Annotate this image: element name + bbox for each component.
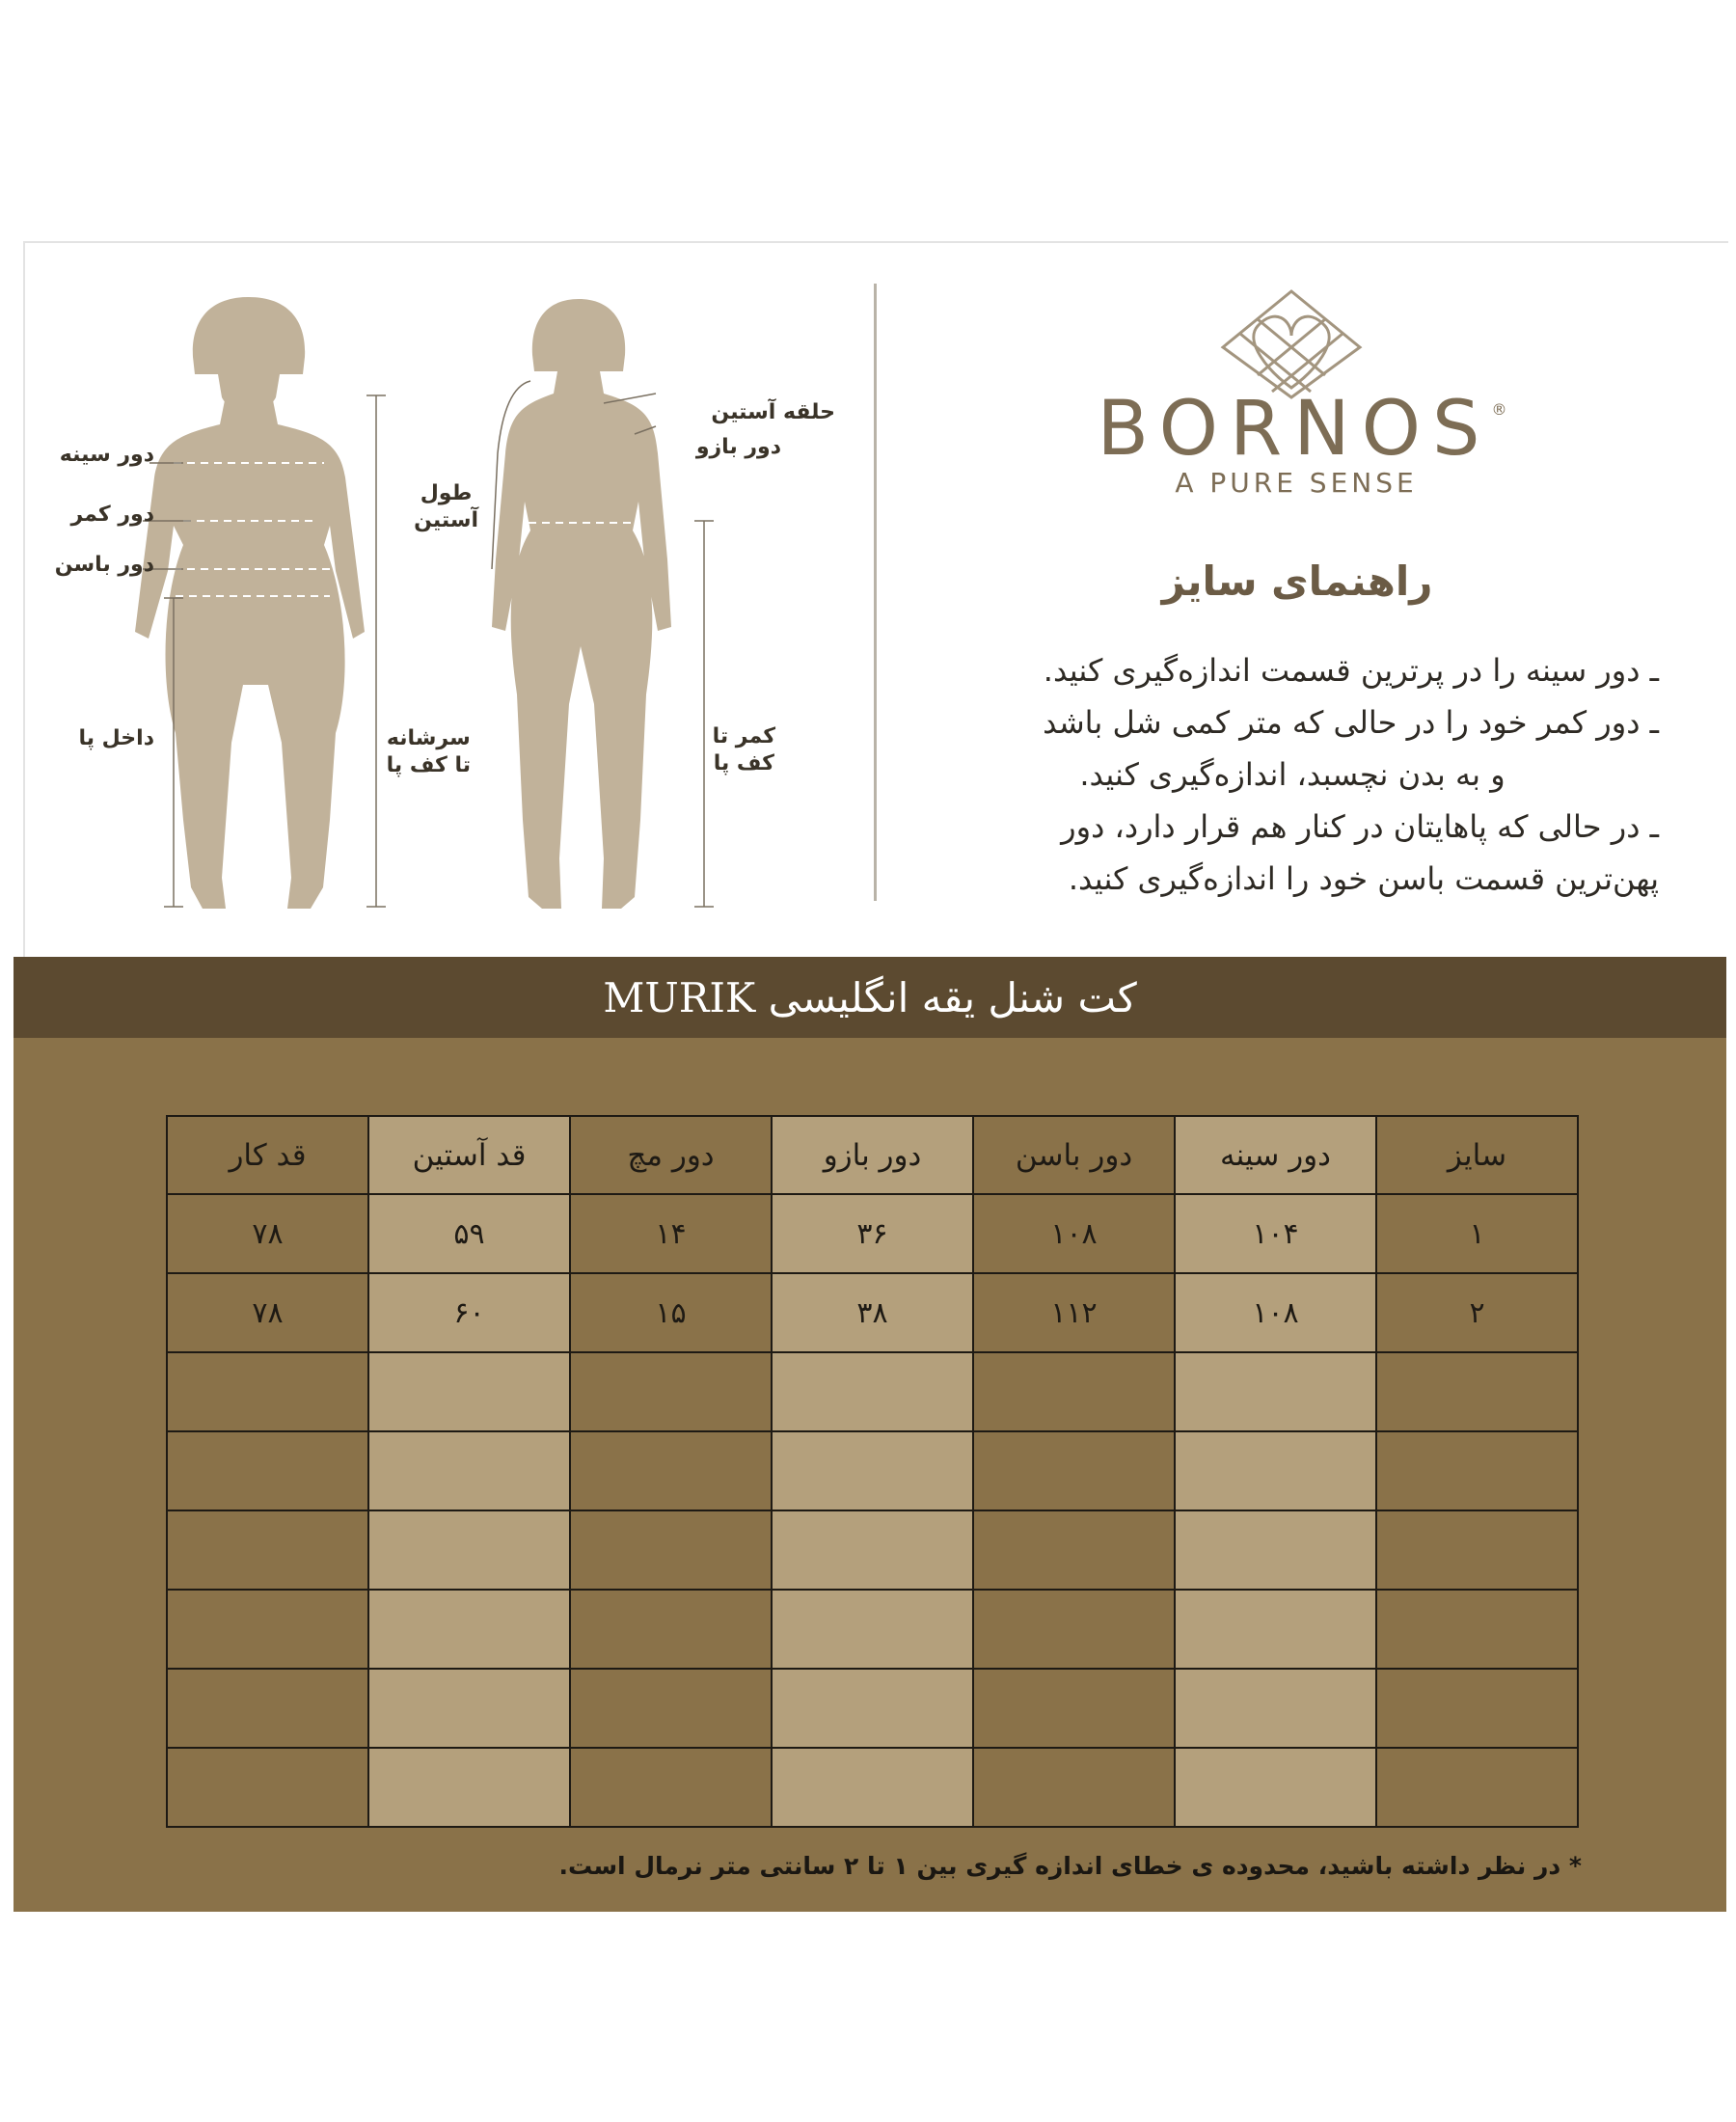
table-cell (973, 1669, 1175, 1748)
table-cell: ۵۹ (368, 1194, 570, 1273)
table-cell: ۶۰ (368, 1273, 570, 1352)
table-cell: ۳۸ (772, 1273, 973, 1352)
table-row (167, 1431, 1578, 1510)
table-cell (570, 1510, 772, 1590)
table-cell: ۷۸ (167, 1194, 368, 1273)
table-cell (1175, 1590, 1376, 1669)
instruction-line: ـ دور کمر خود را در حالی که متر کمی شل باشد (1043, 704, 1659, 741)
label-chest: دور سینه (59, 443, 154, 467)
label-armhole: حلقه آستین (711, 400, 835, 424)
brand-name: BORNOS (1097, 386, 1492, 473)
table-cell (368, 1431, 570, 1510)
table-cell (368, 1352, 570, 1431)
label-hip: دور باسن (54, 553, 154, 577)
size-table (166, 1115, 1579, 1828)
table-header-cell: دور بازو (772, 1116, 973, 1194)
table-cell: ۳۶ (772, 1194, 973, 1273)
product-title-bar (14, 957, 1726, 1038)
table-cell (1175, 1669, 1376, 1748)
table-cell (167, 1431, 368, 1510)
table-cell: ۲ (1376, 1273, 1578, 1352)
table-cell (167, 1748, 368, 1827)
label-shoulder-to-floor-line2: تا کف پا (386, 753, 471, 777)
table-row (167, 1510, 1578, 1590)
label-waist-to-floor-line2: کف پا (713, 751, 774, 775)
table-cell (167, 1590, 368, 1669)
table-header-cell: دور سینه (1175, 1116, 1376, 1194)
table-cell (167, 1352, 368, 1431)
table-cell (570, 1431, 772, 1510)
table-cell (167, 1669, 368, 1748)
instruction-line: ـ دور سینه را در پرترین قسمت اندازه‌گیری کنید. (1043, 652, 1659, 689)
table-row (167, 1748, 1578, 1827)
table-header-cell: دور مچ (570, 1116, 772, 1194)
registered-mark: ® (1491, 400, 1507, 419)
table-cell (973, 1352, 1175, 1431)
instruction-line: پهن‌ترین قسمت باسن خود را اندازه‌گیری کنید. (1068, 860, 1659, 897)
table-cell (973, 1431, 1175, 1510)
measurement-instructions (926, 644, 1659, 905)
label-bicep: دور بازو (695, 435, 781, 459)
table-cell (368, 1748, 570, 1827)
table-cell (1175, 1510, 1376, 1590)
table-cell (973, 1590, 1175, 1669)
label-sleeve-length-line2: آستین (414, 508, 478, 532)
table-cell (772, 1352, 973, 1431)
table-row (167, 1194, 1578, 1273)
table-cell (1376, 1748, 1578, 1827)
product-title: کت شنل یقه انگلیسی MURIK (603, 973, 1137, 1021)
brand-tagline: A PURE SENSE (1175, 467, 1418, 499)
table-cell: ۱۰۸ (1175, 1273, 1376, 1352)
table-cell (570, 1669, 772, 1748)
table-cell (1376, 1669, 1578, 1748)
label-waist-to-floor-line1: کمر تا (712, 724, 775, 748)
table-cell: ۱۰۸ (973, 1194, 1175, 1273)
table-row (167, 1669, 1578, 1748)
table-cell (973, 1748, 1175, 1827)
label-shoulder-to-floor-line1: سرشانه (386, 726, 471, 750)
table-cell: ۱۴ (570, 1194, 772, 1273)
table-header-cell: قد آستین (368, 1116, 570, 1194)
table-cell (368, 1669, 570, 1748)
table-cell (570, 1590, 772, 1669)
front-figure (135, 297, 365, 909)
table-cell (772, 1669, 973, 1748)
table-cell (772, 1590, 973, 1669)
table-header-cell: قد کار (167, 1116, 368, 1194)
bornos-logo-icon (1219, 287, 1364, 401)
label-waist-to-floor (713, 723, 775, 777)
label-inseam: داخل پا (78, 726, 154, 750)
table-cell (167, 1510, 368, 1590)
brand-wordmark (1080, 386, 1524, 473)
instruction-line: و به بدن نچسبد، اندازه‌گیری کنید. (1079, 756, 1505, 793)
measurement-tolerance-note: * در نظر داشته باشید، محدوده ی خطای اندازه گیری بین ۱ تا ۲ سانتی متر نرمال است. (558, 1852, 1582, 1880)
table-cell (1376, 1590, 1578, 1669)
table-cell (368, 1590, 570, 1669)
table-cell: ۱۵ (570, 1273, 772, 1352)
size-guide-title: راهنمای سایز (1161, 558, 1433, 605)
label-shoulder-to-floor (387, 725, 471, 779)
table-header-cell: دور باسن (973, 1116, 1175, 1194)
table-cell (1376, 1431, 1578, 1510)
table-cell (973, 1510, 1175, 1590)
table-header-row (167, 1116, 1578, 1194)
table-cell (772, 1748, 973, 1827)
panel-divider (874, 284, 877, 901)
table-cell: ۱۰۴ (1175, 1194, 1376, 1273)
table-cell (772, 1431, 973, 1510)
table-row (167, 1273, 1578, 1352)
table-cell (772, 1510, 973, 1590)
table-cell (1376, 1352, 1578, 1431)
table-cell (1376, 1510, 1578, 1590)
table-cell (1175, 1431, 1376, 1510)
table-header-cell: سایز (1376, 1116, 1578, 1194)
table-row (167, 1590, 1578, 1669)
table-cell: ۱ (1376, 1194, 1578, 1273)
table-cell: ۷۸ (167, 1273, 368, 1352)
table-cell (1175, 1352, 1376, 1431)
label-sleeve-length-line1: طول (420, 481, 473, 505)
table-cell (1175, 1748, 1376, 1827)
table-row (167, 1352, 1578, 1431)
table-cell: ۱۱۲ (973, 1273, 1175, 1352)
table-cell (570, 1748, 772, 1827)
body-measurement-illustration (29, 280, 858, 916)
label-waist: دور کمر (70, 503, 154, 527)
table-cell (368, 1510, 570, 1590)
back-figure (492, 299, 671, 909)
label-sleeve-length (414, 480, 478, 534)
instruction-line: ـ در حالی که پاهایتان در کنار هم قرار دارد، دور (1061, 808, 1659, 845)
table-cell (570, 1352, 772, 1431)
